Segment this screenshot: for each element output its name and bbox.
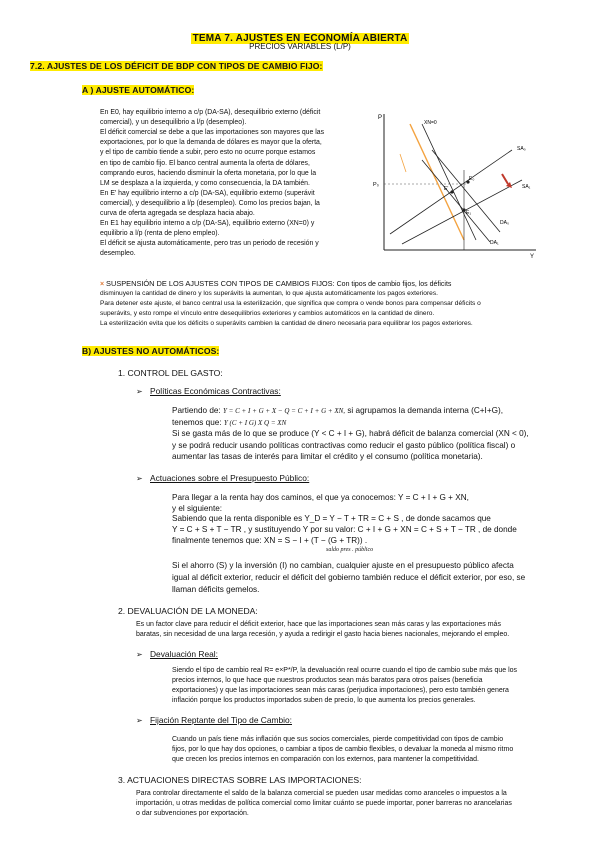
politicas-contractivas-title: Políticas Económicas Contractivas: <box>150 386 281 396</box>
page-title: TEMA 7. AJUSTES EN ECONOMÍA ABIERTA <box>192 33 408 44</box>
ajuste-automatico-line: comercial), y un desequilibrio a l/p (desempleo). <box>100 119 247 127</box>
shift-arrow <box>502 174 508 184</box>
suspension-title: SUSPENSIÓN DE LOS AJUSTES CON TIPOS DE CAMBIOS FIJOS: <box>106 279 335 288</box>
control-gasto-heading: 1. CONTROL DEL GASTO: <box>118 368 223 378</box>
arrow-bullet-icon: ➢ <box>136 474 143 483</box>
xn-shift-line <box>410 124 464 240</box>
ajuste-automatico-line: equilibrio a l/p (renta de pleno empleo). <box>100 230 220 238</box>
sa0-label: SA₀ <box>517 146 526 152</box>
fijacion-reptante-item <box>136 715 292 725</box>
gemelos-line-3: llaman déficits gemelos. <box>172 585 260 594</box>
devaluacion-heading: 2. DEVALUACIÓN DE LA MONEDA: <box>118 606 258 616</box>
suspension-line: La esterilización evita que los déficits o superávits cambien la cantidad de dinero necesaria para equilibrar los pagos exteriores. <box>100 320 473 327</box>
devaluacion-real-line-3: exportaciones) y que las importaciones sean más caras (perjudica importaciones), pero esto también genera <box>172 687 509 694</box>
label-e1: E₁ <box>466 210 472 216</box>
ajuste-automatico-line: comprando euros, haciendo disminuir la oferta monetaria, por lo que la <box>100 169 317 177</box>
da1-label: DA₁ <box>490 240 499 246</box>
equation-1-tail: si agrupamos la demanda interna (C+I+G), <box>345 406 503 415</box>
subsection-heading-b: B) AJUSTES NO AUTOMÁTICOS: <box>82 346 220 356</box>
partiendo-label: Partiendo de: <box>172 406 221 415</box>
gasto-line-a: Si se gasta más de lo que se produce (Y < C + I + G), habrá déficit de balanza comercial (XN < 0), <box>172 429 529 438</box>
presupuesto-line-2: y el siguiente: <box>172 504 223 513</box>
devaluacion-real-line-4: inflación porque los productos importados suben de precio, lo que aumenta los precios generales. <box>172 697 476 704</box>
importaciones-line-2: importación, u otras medidas de política comercial como limitar cuánto se puede importar, poner barreras no arancelarias <box>136 800 512 807</box>
presupuesto-title: Actuaciones sobre el Presupuesto Público: <box>150 473 310 483</box>
devaluacion-line-2: baratas, sin necesidad de una larga recesión, y ayuda a redirigir el gasto hacia bienes nacionales, mejorando el empleo. <box>136 631 510 638</box>
arrow-bullet-icon: ➢ <box>136 387 143 396</box>
gemelos-line-1: Si el ahorro (S) y la inversión (I) no cambian, cualquier ajuste en el presupuesto público afecta <box>172 561 514 570</box>
da0-label: DA₀ <box>500 220 510 226</box>
fijacion-line-2: fijos, por lo que hay dos opciones, o cambiar a tipos de cambio flexibles, o devaluar la moneda al mismo ritmo <box>172 746 514 753</box>
ajuste-automatico-line: En E1 hay equilibrio interno a c/p (DA-SA), equilibrio externo (XN=0) y <box>100 220 315 228</box>
subsection-heading-a: A ) AJUSTE AUTOMÁTICO: <box>82 85 195 95</box>
tenemos-label: tenemos que: <box>172 418 222 427</box>
fijacion-line-1: Cuando un país tiene más inflación que sus socios comerciales, pierde competitividad con tipos de cambio <box>172 736 504 743</box>
ajuste-automatico-line: y el tipo de cambio tiende a subir, pero esto no ocurre porque estamos <box>100 149 316 157</box>
devaluacion-real-item <box>136 649 218 659</box>
equation-2: Y (C + I G) X Q = XN <box>223 419 287 427</box>
p0-label: P₀ <box>373 182 379 188</box>
xn-shift-arrow <box>400 154 406 172</box>
presupuesto-line-5: finalmente tenemos que: XN = S − I + (T − (G + TR)) . <box>172 536 368 545</box>
suspension-line: Para detener este ajuste, el banco central usa la esterilización, que significa que compra o vende bonos para compensar déficits o <box>100 300 481 307</box>
ajuste-automatico-line: En E0, hay equilibrio interno a c/p (DA-SA), desequilibrio externo (déficit <box>100 109 321 116</box>
partiendo-line <box>172 405 503 418</box>
xn0-label: XN=0 <box>424 120 437 126</box>
saldo-presupuestario-label: saldo pres . público <box>326 547 374 553</box>
fijacion-reptante-title: Fijación Reptante del Tipo de Cambio: <box>150 715 292 725</box>
presupuesto-line-3: Sabiendo que la renta disponible es Y_D = Y − T + TR = C + S , de donde sacamos que <box>172 514 491 523</box>
suspension-intro: Con tipos de cambio fijos, los déficits <box>334 281 452 288</box>
suspension-line: superávits, y esto rompe el vínculo entre desequilibrios exteriores y cambios automáticos en la cantidad de dinero. <box>100 310 435 317</box>
ajuste-automatico-line: desempleo. <box>100 250 136 258</box>
section-heading-7-2: 7.2. AJUSTES DE LOS DÉFICIT DE BDP CON TIPOS DE CAMBIO FIJO: <box>30 61 323 71</box>
equation-1: Y = C + I + G + X − Q = C + I + G + XN, <box>223 407 346 415</box>
da0-line <box>432 150 500 232</box>
importaciones-heading: 3. ACTUACIONES DIRECTAS SOBRE LAS IMPORTACIONES: <box>118 775 362 785</box>
ajuste-automatico-line: LM se desplaza a la izquierda, y como consecuencia, la DA también. <box>100 179 310 187</box>
arrow-bullet-icon: ➢ <box>136 650 143 659</box>
ad-as-graph <box>372 110 540 260</box>
devaluacion-line-1: Es un factor clave para reducir el déficit exterior, hace que las importaciones sean más caras y las exportaciones más <box>136 621 501 628</box>
devaluacion-real-line-1: Siendo el tipo de cambio real R= e×P*/P, la devaluación real ocurre cuando el tipo de cambio sube más que los <box>172 667 518 674</box>
sa1-label: SA₁ <box>522 184 531 190</box>
ajuste-automatico-line: comercial), y desequilibrio a l/p (desempleo). Como los precios bajan, la <box>100 199 320 207</box>
page-subtitle: PRECIOS VARIABLES (L/P) <box>249 42 351 51</box>
ajuste-automatico-line: curva de oferta agregada se desplaza hacia abajo. <box>100 210 255 217</box>
presupuesto-line-1: Para llegar a la renta hay dos caminos, el que ya conocemos: Y = C + I + G + XN, <box>172 493 469 502</box>
ajuste-automatico-line: El déficit se ajusta automáticamente, pero tras un periodo de recesión y <box>100 240 319 248</box>
importaciones-line-1: Para controlar directamente el saldo de la balanza comercial se pueden usar medidas como aranceles o impuestos a la <box>136 790 507 797</box>
label-e-prime: E' <box>444 186 449 192</box>
arrow-bullet-icon: ➢ <box>136 716 143 725</box>
presupuesto-item <box>136 473 309 483</box>
devaluacion-real-title: Devaluación Real: <box>150 649 218 659</box>
gasto-line-b: y se podrá reducir usando políticas contractivas como reducir el gasto público (política fiscal) o <box>172 441 516 450</box>
devaluacion-real-line-2: precios internos, lo que hace que nuestros productos sean más baratos para otros países (beneficia <box>172 677 483 684</box>
presupuesto-line-4: Y = C + S + T − TR , y sustituyendo Y por su valor: C + I + G + XN = C + S + T − TR , de donde <box>172 525 517 534</box>
gemelos-line-2: igual al déficit exterior, reducir el déficit del gobierno también reduce el déficit exterior, por eso, se <box>172 573 526 582</box>
point-e-prime <box>450 190 453 193</box>
suspension-line: disminuyen la cantidad de dinero y los superávits la aumentan, lo que ajusta automáticamente los pagos exteriores. <box>100 290 438 297</box>
gasto-line-c: aumentar las tasas de interés para limitar el crédito y el consumo (política monetaria). <box>172 452 483 461</box>
ajuste-automatico-line: exportaciones, por lo que la demanda de dólares es mayor que la oferta, <box>100 139 322 147</box>
ajuste-automatico-line: El déficit comercial se debe a que las importaciones son mayores que las <box>100 129 325 137</box>
fijacion-line-3: que crecen los precios internos en comparación con los externos, para mantener la competitividad. <box>172 756 479 763</box>
label-e0: E₀ <box>469 176 475 182</box>
ajuste-automatico-line: En E' hay equilibrio interno a c/p (DA-SA), equilibrio externo (superávit <box>100 189 315 197</box>
axis-label-y: Y <box>530 254 535 260</box>
axis-label-p: P <box>378 115 383 121</box>
importaciones-line-3: o dar subvenciones por exportación. <box>136 810 249 817</box>
politicas-contractivas-item <box>136 386 281 396</box>
ajuste-automatico-line: en tipo de cambio fijo. El banco central aumenta la oferta de dólares, <box>100 159 310 167</box>
bullet-x-icon: × <box>100 281 105 288</box>
